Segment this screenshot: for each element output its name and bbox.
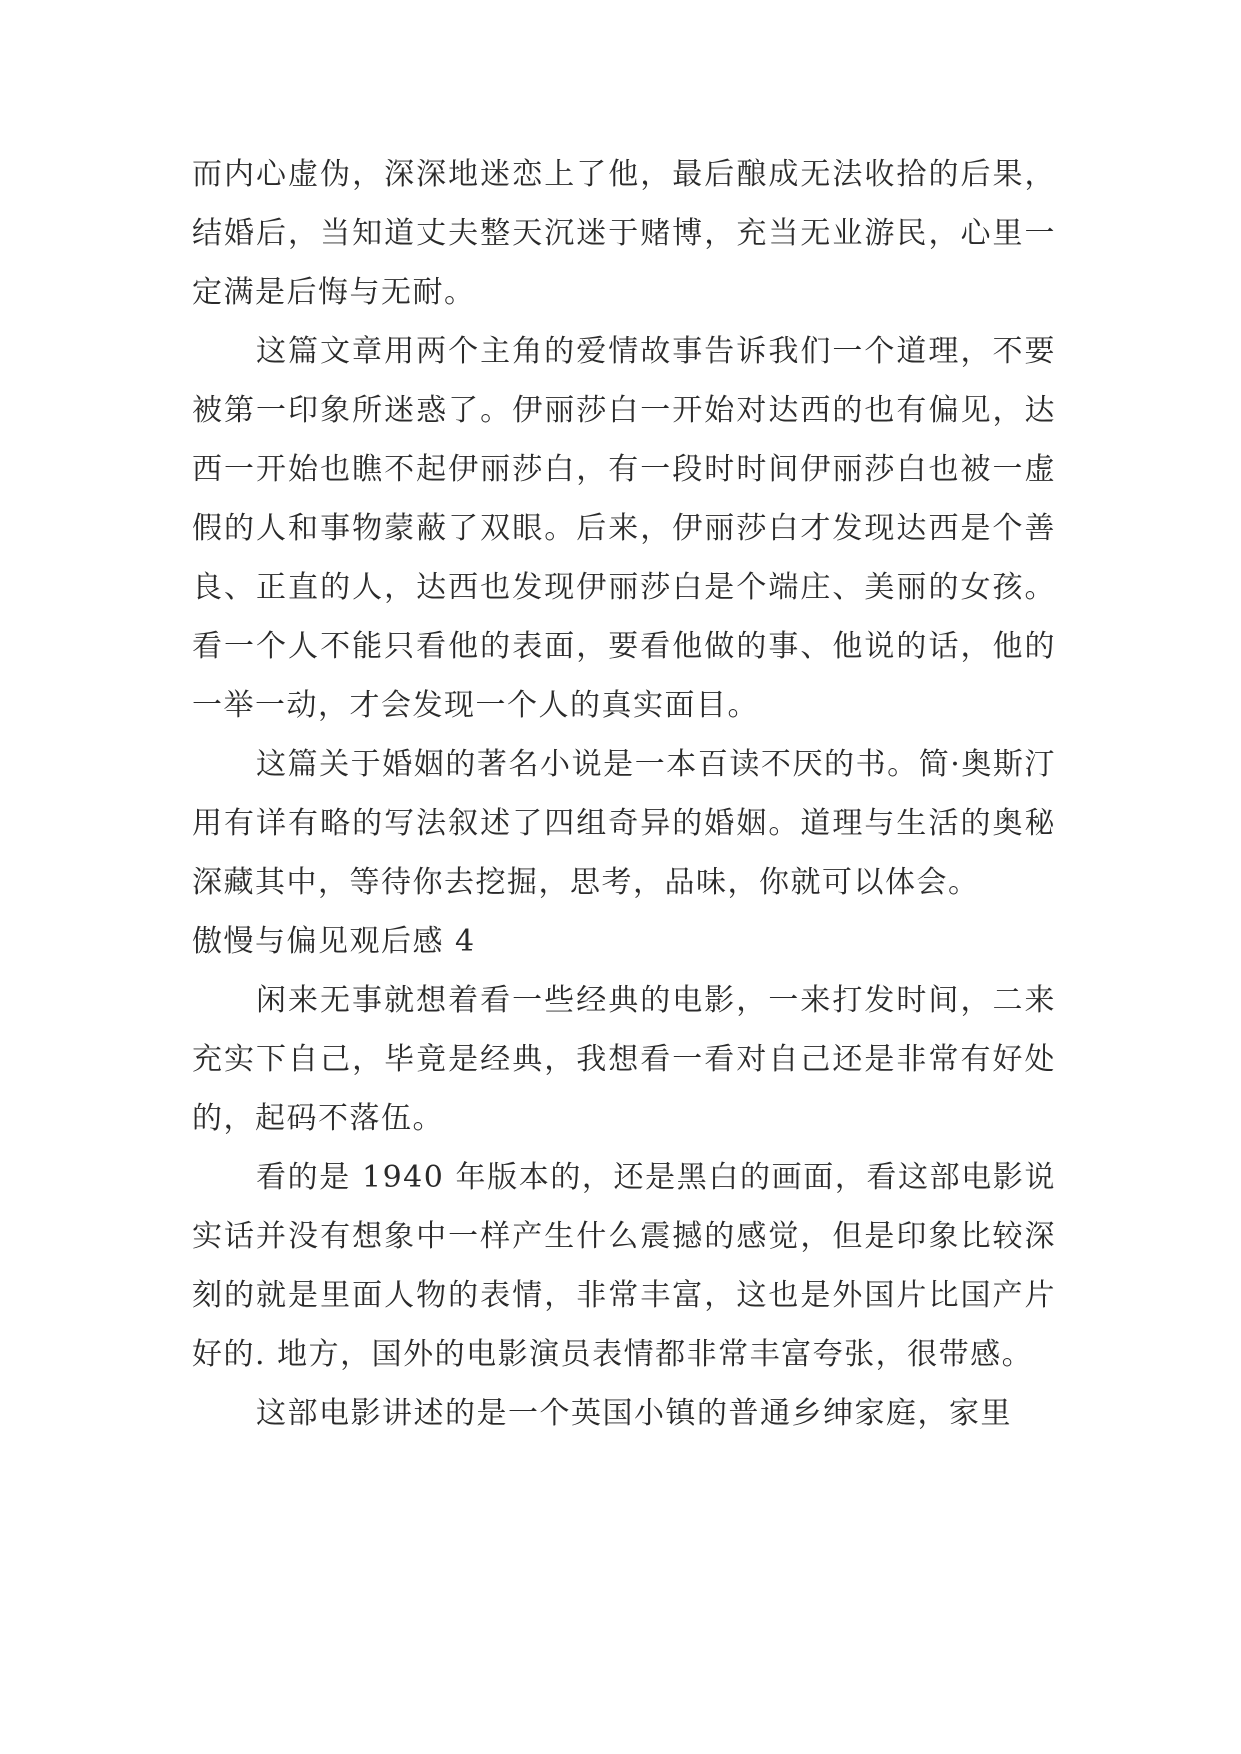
paragraph: 看的是 1940 年版本的，还是黑白的画面，看这部电影说实话并没有想象中一样产生什么震撼的感觉，但是印象比较深刻的就是里面人物的表情，非常丰富，这也是外国片比国产片好的. 地方，国外的电影演员表情都非常丰富夸张，很带感。 [192, 1160, 1056, 1372]
paragraph: 这篇关于婚姻的著名小说是一本百读不厌的书。简·奥斯汀用有详有略的写法叙述了四组奇异的婚姻。道理与生活的奥秘深藏其中，等待你去挖掘，思考，品味，你就可以体会。 [192, 747, 1056, 900]
paragraph-truncated: 这部电影讲述的是一个英国小镇的普通乡绅家庭，家里 [256, 1396, 1012, 1431]
paragraph: 闲来无事就想着看一些经典的电影，一来打发时间，二来充实下自己，毕竟是经典，我想看一看对自己还是非常有好处的，起码不落伍。 [192, 983, 1056, 1136]
document-body [192, 145, 1056, 1443]
section-title: 傲慢与偏见观后感 4 [192, 924, 476, 959]
paragraph-continued: 而内心虚伪，深深地迷恋上了他，最后酿成无法收拾的后果，结婚后，当知道丈夫整天沉迷于赌博，充当无业游民，心里一定满是后悔与无耐。 [192, 157, 1056, 310]
paragraph: 这篇文章用两个主角的爱情故事告诉我们一个道理，不要被第一印象所迷惑了。伊丽莎白一开始对达西的也有偏见，达西一开始也瞧不起伊丽莎白，有一段时时间伊丽莎白也被一虚假的人和事物蒙蔽了双眼。后来，伊丽莎白才发现达西是个善良、正直的人，达西也发现伊丽莎白是个端庄、美丽的女孩。看一个人不能只看他的表面，要看他做的事、他说的话，他的一举一动，才会发现一个人的真实面目。 [192, 334, 1056, 723]
